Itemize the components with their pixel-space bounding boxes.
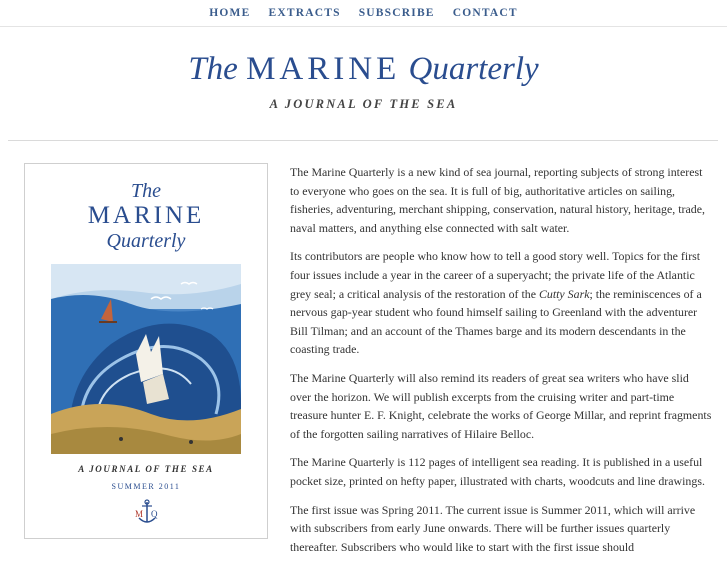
cover-issue-date: SUMMER 2011 xyxy=(111,482,181,491)
paragraph-contributors-part1: Its contributors are people who know how to tell a good story well. Topics for the first four issues include a year in the career of a superyacht; the private life of the Atlantic grey seal; a critical analysis of the restoration of the xyxy=(290,249,701,301)
masthead xyxy=(0,50,727,112)
paragraph-intro: The Marine Quarterly is a new kind of sea journal, reporting subjects of strong interest to everyone who goes on the sea. It is full of big, authoritative articles on sailing, fisheries, adventuring, merchant shipping, conservation, natural history, heritage, trade, naval matters, and anything else connected with salt water. xyxy=(290,165,705,235)
title-marine: MARINE xyxy=(246,51,401,87)
title-the: The xyxy=(188,51,238,87)
paragraph-contributors-part2: ; the reminiscences of a nervous gap-year student who found himself sailing to Greenland with the adventurer Bill Tilman; and an account of the Thames barge and its modern descendants in the coasting trade. xyxy=(290,286,702,357)
site-tagline: A JOURNAL OF THE SEA xyxy=(269,97,458,111)
cutty-sark-title: Cutty Sark xyxy=(538,286,590,301)
cover-tagline: A JOURNAL OF THE SEA xyxy=(78,464,214,474)
logo-letter-q: Q xyxy=(151,509,158,519)
anchor-logo-icon xyxy=(132,498,162,528)
nav-extracts-link[interactable]: EXTRACTS xyxy=(268,7,341,19)
cover-title-the: The xyxy=(131,180,161,202)
cover-painting xyxy=(51,264,241,454)
article-body xyxy=(290,163,712,566)
cover-title-quarterly: Quarterly xyxy=(106,230,186,252)
site-title[interactable] xyxy=(0,50,727,88)
paragraph-issues: The first issue was Spring 2011. The current issue is Summer 2011, which will arrive with subscribers from early June onwards. There will be further issues quarterly thereafter. Subscribers who would like to start with the first issue should xyxy=(290,502,696,554)
cover-title-marine: MARINE xyxy=(87,202,205,229)
title-quarterly: Quarterly xyxy=(408,51,539,87)
nav-subscribe-link[interactable]: SUBSCRIBE xyxy=(358,7,435,19)
cover-title xyxy=(25,180,267,252)
nav-home-link[interactable]: HOME xyxy=(209,7,251,19)
paragraph-contributors xyxy=(290,247,712,359)
paragraph-format: The Marine Quarterly is 112 pages of intelligent sea reading. It is published in a useful pocket size, printed on hefty paper, illustrated with charts, woodcuts and line drawings. xyxy=(290,455,705,488)
nav-contact-link[interactable]: CONTACT xyxy=(452,7,518,19)
top-navigation xyxy=(0,0,727,27)
header-divider xyxy=(8,140,718,141)
magazine-cover xyxy=(24,163,268,539)
paragraph-writers: The Marine Quarterly will also remind its readers of great sea writers who have slid over the horizon. We will publish excerpts from the cruising writer and part-time treasure hunter E. F. Knight, celebrate the works of George Millar, and reprint fragments of the forgotten sailing narratives of Hilaire Belloc. xyxy=(290,370,712,441)
logo-letter-m: M xyxy=(135,509,144,519)
